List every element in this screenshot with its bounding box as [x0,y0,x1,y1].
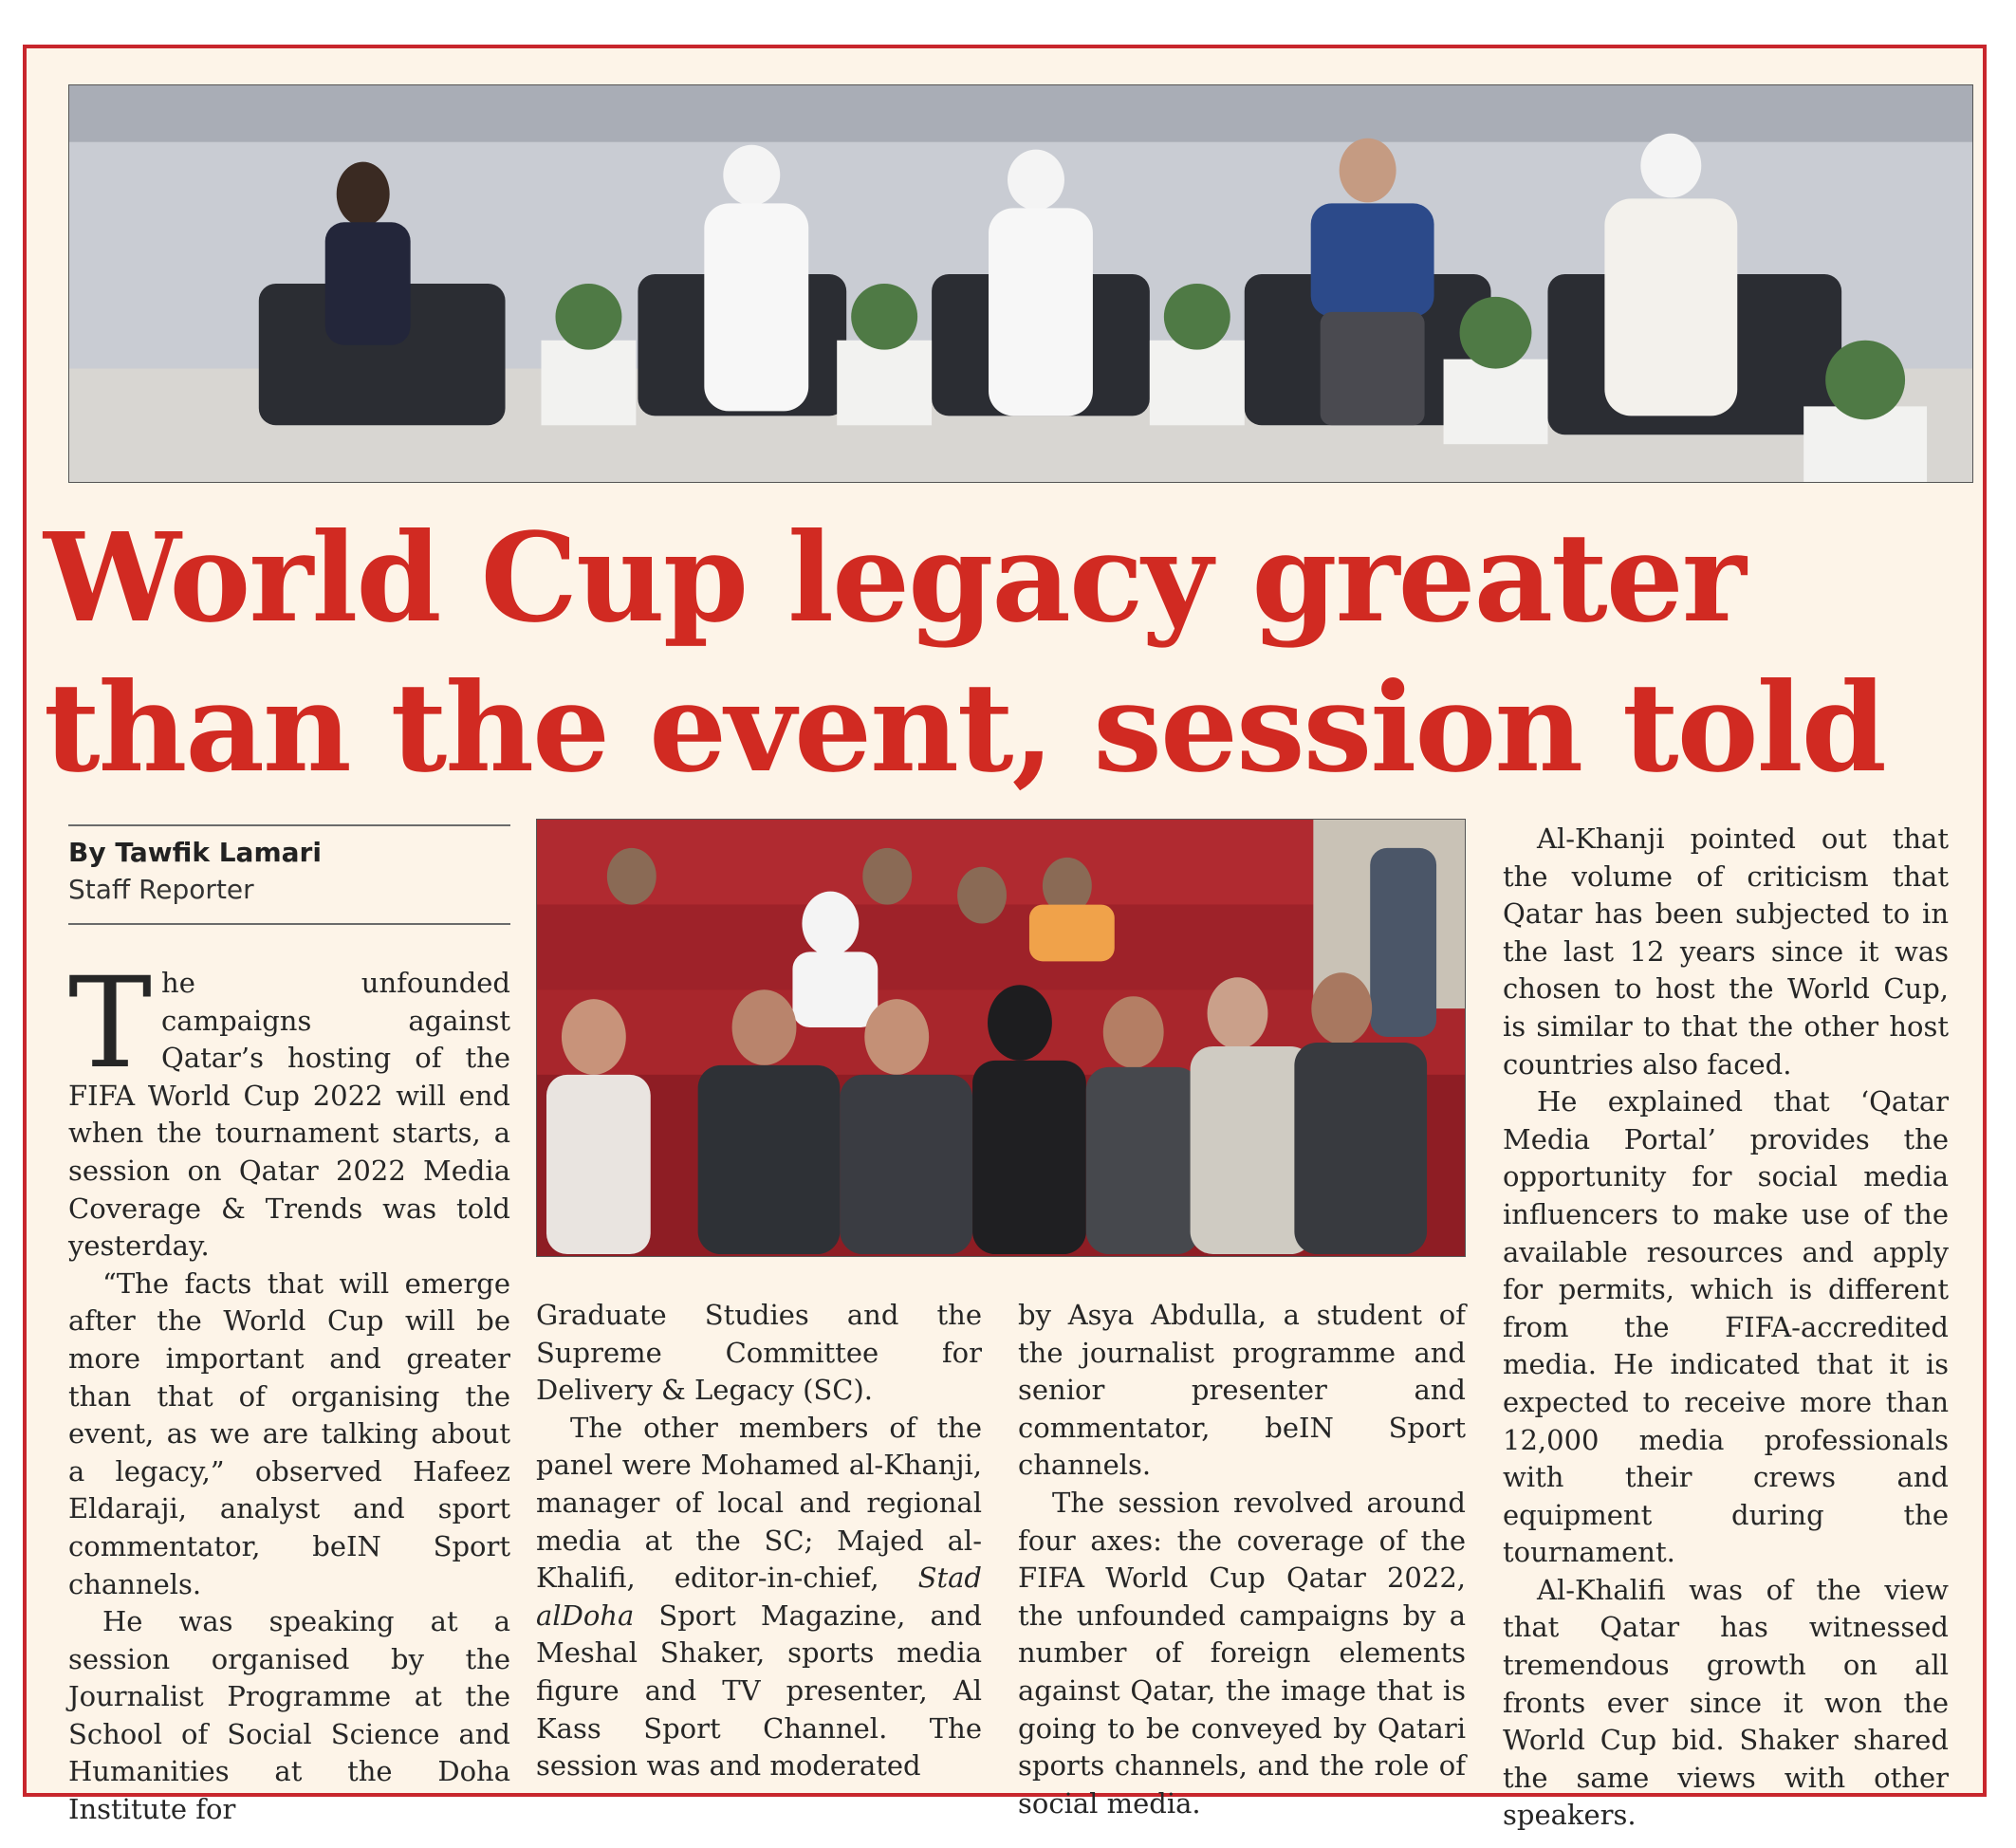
col1-paragraph-1 [68,951,510,1266]
panel-photo-illustration [69,85,1972,482]
drop-cap: T [68,951,153,1097]
headline [44,504,1979,804]
col4-paragraph-1: Al-Khanji pointed out that the volume of criticism that Qatar has been subjected to in the last 12 years since it was chosen to host the World Cup, is similar to that the other host countries also faced. [1503,822,1949,1081]
col3-paragraph-2: The session revolved around four axes: the coverage of the FIFA World Cup Qatar 2022, the unfounded campaigns by a number of foreign elements against Qatar, the image that is going to be conveyed by Qatari sports channels, and the role of social media. [1018,1486,1466,1820]
column-4 [1503,821,1949,1835]
magazine-title: Stad alDoha [536,1562,982,1632]
col1-paragraph-2: “The facts that will emerge after the World Cup will be more important and greater than that of organising the event, as we are talking about a legacy,” observed Hafeez Eldaraji, analyst and sport commentator, beIN Sport channels. [68,1266,510,1600]
column-2 [536,1297,982,1785]
headline-line-2: than the event, session told [44,656,1885,800]
col2-paragraph-2-text-b: Sport Magazine, and Meshal Shaker, sports media figure and TV presenter, Al Kass Sport Channel. The session was and moderated [536,1599,982,1783]
audience-photo-illustration [537,820,1465,1256]
byline-role: Staff Reporter [68,874,254,905]
col2-paragraph-1: Graduate Studies and the Supreme Committee for Delivery & Legacy (SC). [536,1299,982,1407]
col4-paragraph-3: Al-Khalifi was of the view that Qatar has witnessed tremendous growth on all fronts ever since it won the World Cup bid. Shaker shared the same views with other speakers. [1503,1573,1949,1832]
column-1 [68,951,510,1829]
col1-paragraph-1-text: he unfounded campaigns against Qatar’s hosting of the FIFA World Cup 2022 will end when the tournament starts, a session on Qatar 2022 Media Coverage & Trends was told yesterday. [68,967,510,1263]
column-3 [1018,1297,1466,1822]
byline-bottom-rule [68,923,510,925]
article-clipping [23,45,1987,1832]
panel-photo [68,84,1973,483]
audience-photo [536,819,1466,1257]
col1-paragraph-3: He was speaking at a session organised by the Journalist Programme at the School of Social Science and Humanities at the Doha Institute for [68,1605,510,1826]
byline: By Tawfik Lamari [68,837,322,868]
byline-top-rule [68,824,510,826]
col3-paragraph-1: by Asya Abdulla, a student of the journalist programme and senior presenter and commentator, beIN Sport channels. [1018,1299,1466,1482]
headline-line-1: World Cup legacy greater [44,507,1745,650]
col2-paragraph-2 [536,1410,982,1785]
col4-paragraph-2: He explained that ‘Qatar Media Portal’ provides the opportunity for social media influencers to make use of the available resources and apply for permits, which is different from the FIFA-accredited media. He indicated that it is expected to receive more than 12,000 media professionals with their crews and equipment during the tournament. [1503,1085,1949,1569]
col2-paragraph-2-text-a: The other members of the panel were Mohamed al-Khanji, manager of local and regional media at the SC; Majed al-Khalifi, editor-in-chief, [536,1411,982,1595]
